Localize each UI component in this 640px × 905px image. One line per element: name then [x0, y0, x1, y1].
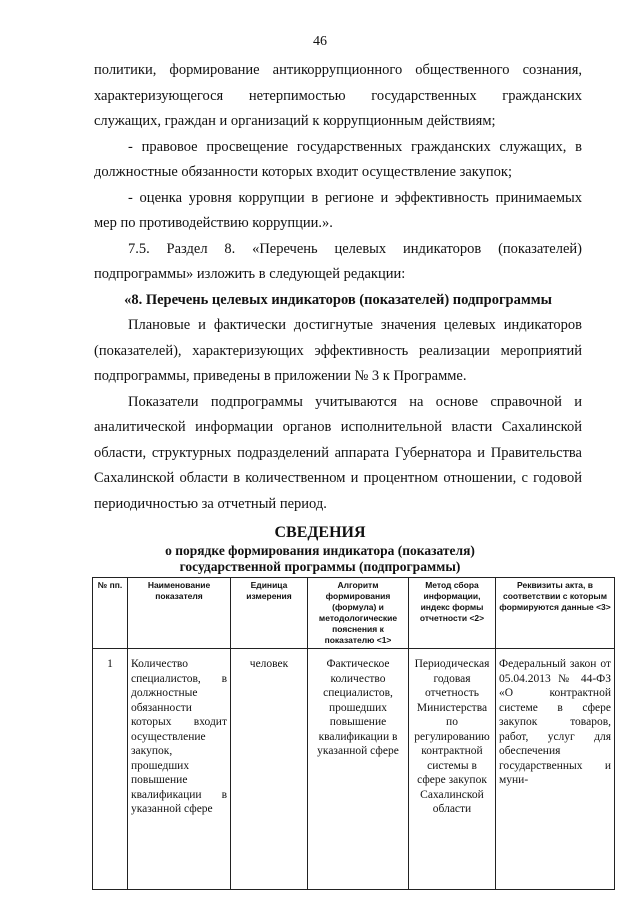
section-8-heading: «8. Перечень целевых индикаторов (показателей) подпрограммы [124, 291, 552, 308]
paragraph-section-7-5: 7.5. Раздел 8. «Перечень целевых индикаторов (показателей) подпрограммы» изложить в следующей редакции: [94, 240, 582, 282]
cell-unit: человек [231, 649, 308, 890]
cell-name: Количество специалистов, в должностные обязанности которых входит осуществление закупок, прошедших повышение квалификации в указанной сфере [128, 649, 231, 890]
cell-requisites: Федеральный закон от 05.04.2013 № 44-ФЗ «О контрактной системе в сфере закупок товаров, работ, услуг для обеспечения государственных и муни- [496, 649, 615, 890]
header-requisites: Реквизиты акта, в соответствии с которым формируются данные <3> [496, 578, 615, 649]
body-text [94, 58, 582, 517]
paragraph-indicators-basis: Показатели подпрограммы учитываются на основе справочной и аналитической информации органов исполнительной власти Сахалинской области, структурных подразделений аппарата Губернатора и Правительства Сахалинской области в количественном и процентном отношении, с годовой периодичностью за отчетный период. [94, 393, 582, 512]
cell-method: Периодическая годовая отчетность Министерства по регулированию контрактной системы в сфере закупок Сахалинской области [409, 649, 496, 890]
svedeniya-title: СВЕДЕНИЯ [274, 524, 366, 541]
cell-algorithm: Фактическое количество специалистов, прошедших повышение квалификации в указанной сфере [308, 649, 409, 890]
paragraph-planned-values: Плановые и фактически достигнутые значения целевых индикаторов (показателей), характеризующих эффективность реализации мероприятий подпрограммы, приведены в приложении № 3 к Программе. [94, 317, 582, 384]
svedeniya-subtitle-line2: государственной программы (подпрограммы) [179, 559, 461, 574]
header-num: № пп. [93, 578, 128, 649]
paragraph-corruption-assessment: - оценка уровня коррупции в регионе и эффективность принимаемых мер по противодействию коррупции.». [94, 189, 582, 231]
svedeniya-subtitle [0, 543, 640, 575]
cell-num: 1 [93, 649, 128, 890]
header-algorithm: Алгоритм формирования (формула) и методологические пояснения к показателю <1> [308, 578, 409, 649]
page-number: 46 [313, 34, 327, 49]
svedeniya-subtitle-line1: о порядке формирования индикатора (показателя) [165, 543, 475, 558]
paragraph-legal-education: - правовое просвещение государственных гражданских служащих, в должностные обязанности которых входит осуществление закупок; [94, 138, 582, 180]
header-unit: Единица измерения [231, 578, 308, 649]
table-header-row [93, 578, 615, 649]
table-row [93, 649, 615, 890]
indicator-info-table [92, 577, 615, 890]
header-method: Метод сбора информации, индекс формы отчетности <2> [409, 578, 496, 649]
paragraph-politics: политики, формирование антикоррупционного общественного сознания, характеризующегося нетерпимостью государственных гражданских служащих, граждан и организаций к коррупционным действиям; [94, 62, 582, 129]
header-name: Наименование показателя [128, 578, 231, 649]
